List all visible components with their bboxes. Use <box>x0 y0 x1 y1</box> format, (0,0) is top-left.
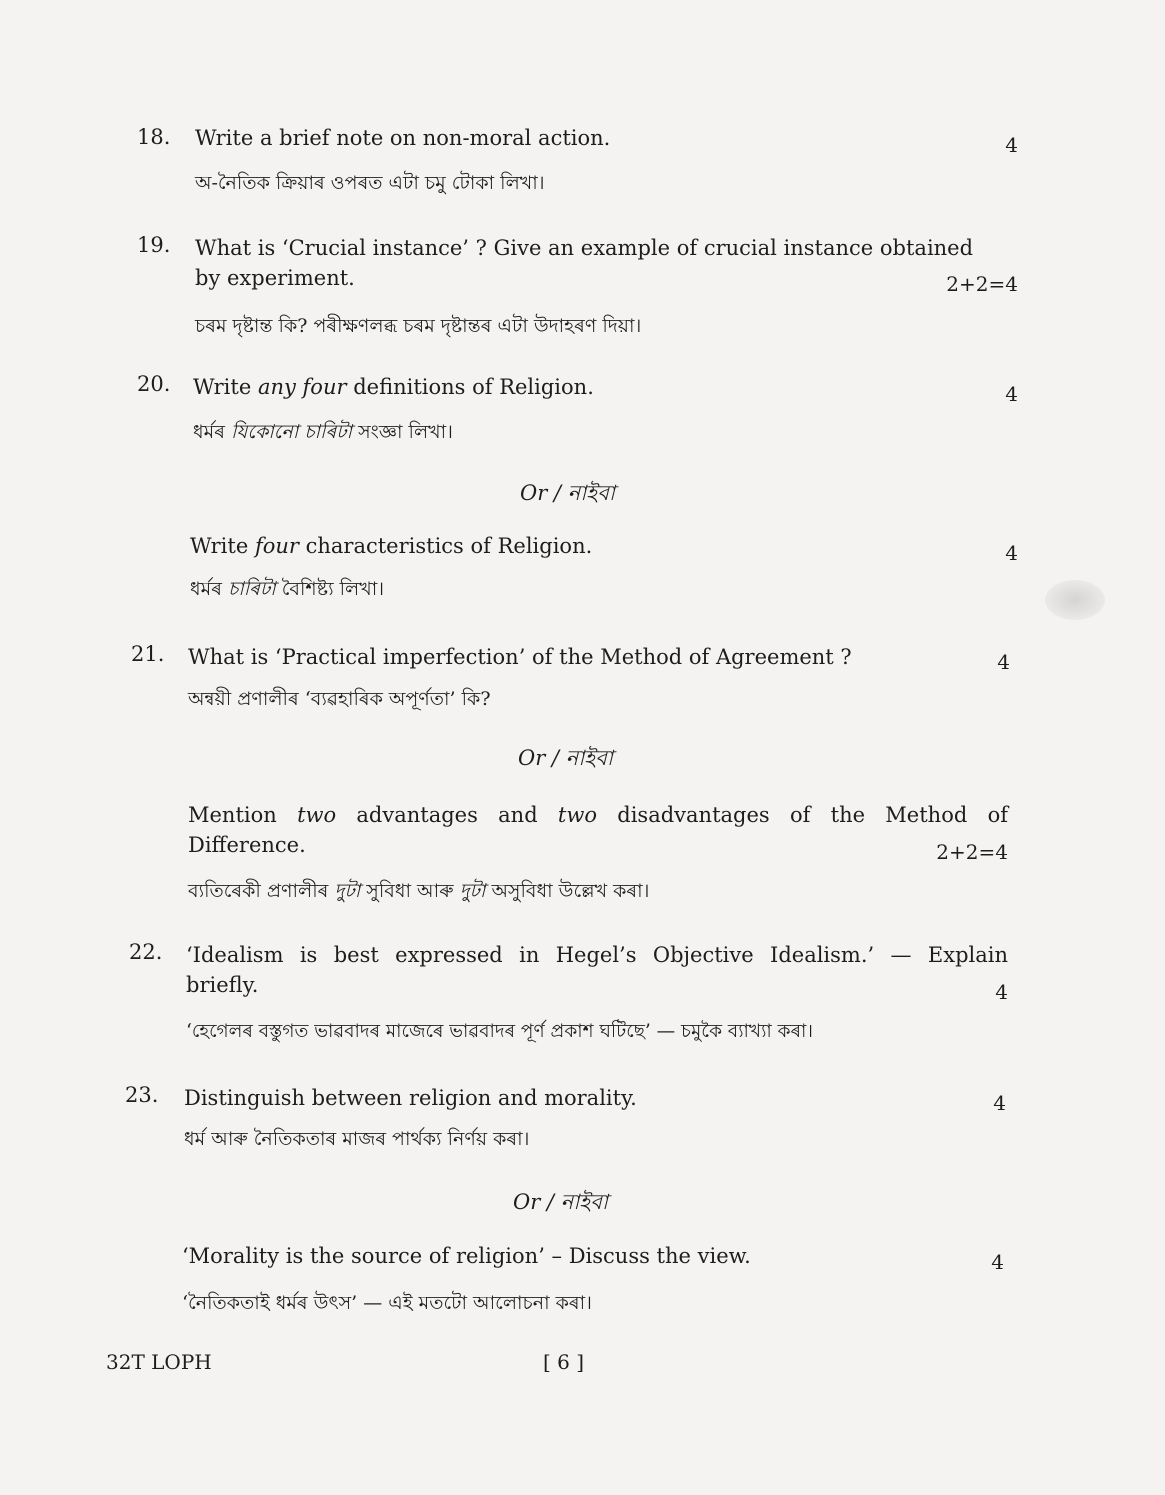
question-text-en: Write any four definitions of Religion. <box>193 375 594 399</box>
alt-question-marks: 4 <box>991 1250 1004 1274</box>
or-separator: Or / নাইবা <box>520 481 616 505</box>
question-marks: 4 <box>995 980 1008 1004</box>
alt-question-text-en: Write four characteristics of Religion. <box>190 534 593 558</box>
alt-question-text-bn: ব্যতিৰেকী প্ৰণালীৰ দুটা সুবিধা আৰু দুটা অসুবিধা উল্লেখ কৰা। <box>188 880 650 902</box>
question-marks: 4 <box>1005 133 1018 157</box>
paper-code: 32T LOPH <box>106 1350 212 1374</box>
question-number: 22. <box>129 940 163 964</box>
question-text-en: ‘Idealism is best expressed in Hegel’s Objective Idealism.’ — Explain <box>186 943 1008 967</box>
or-separator: Or / নাইবা <box>513 1190 609 1214</box>
alt-question-text-en: Mention two advantages and two disadvantages of the Method of <box>188 803 1008 827</box>
alt-question-text-en-cont: Difference. <box>188 833 306 857</box>
question-marks: 4 <box>997 650 1010 674</box>
question-text-bn: অ-নৈতিক ক্ৰিয়াৰ ওপৰত এটা চমু টোকা লিখা। <box>195 172 545 194</box>
question-number: 23. <box>125 1083 159 1107</box>
question-number: 20. <box>137 372 171 396</box>
alt-question-text-bn: ধৰ্মৰ চাৰিটা বৈশিষ্ট্য লিখা। <box>190 578 384 600</box>
question-text-bn: অন্বয়ী প্ৰণালীৰ ‘ব্যৱহাৰিক অপূৰ্ণতা’ কি? <box>188 688 491 710</box>
alt-question-marks: 2+2=4 <box>936 840 1008 864</box>
question-text-en: Distinguish between religion and morality. <box>184 1086 637 1110</box>
question-text-en: Write a brief note on non-moral action. <box>195 126 611 150</box>
question-text-en: What is ‘Crucial instance’ ? Give an example of crucial instance obtained <box>195 236 974 260</box>
question-marks: 4 <box>1005 382 1018 406</box>
question-number: 21. <box>131 642 165 666</box>
question-number: 18. <box>137 125 171 149</box>
question-text-bn: ধৰ্ম আৰু নৈতিকতাৰ মাজৰ পাৰ্থক্য নিৰ্ণয় কৰা। <box>184 1128 530 1150</box>
or-separator: Or / নাইবা <box>518 746 614 770</box>
alt-question-marks: 4 <box>1005 541 1018 565</box>
alt-question-text-en: ‘Morality is the source of religion’ – Discuss the view. <box>182 1244 751 1268</box>
question-text-bn: ‘হেগেলৰ বস্তুগত ভাৱবাদৰ মাজেৰে ভাৱবাদৰ পূৰ্ণ প্ৰকাশ ঘটিছে’ — চমুকৈ ব্যাখ্যা কৰা। <box>186 1021 814 1042</box>
question-number: 19. <box>137 233 171 257</box>
question-text-en: What is ‘Practical imperfection’ of the Method of Agreement ? <box>188 645 852 669</box>
question-text-bn: ধৰ্মৰ যিকোনো চাৰিটা সংজ্ঞা লিখা। <box>193 421 453 443</box>
question-text-bn: চৰম দৃষ্টান্ত কি? পৰীক্ষণলব্ধ চৰম দৃষ্টান্তৰ এটা উদাহৰণ দিয়া। <box>195 315 642 337</box>
question-text-en-cont: by experiment. <box>195 266 355 290</box>
page-number: [ 6 ] <box>543 1350 585 1374</box>
question-marks: 4 <box>993 1091 1006 1115</box>
question-text-en-cont: briefly. <box>186 973 259 997</box>
alt-question-text-bn: ‘নৈতিকতাই ধৰ্মৰ উৎস’ — এই মতটো আলোচনা কৰা। <box>182 1292 592 1314</box>
question-marks: 2+2=4 <box>946 272 1018 296</box>
scan-smudge <box>1045 580 1105 620</box>
